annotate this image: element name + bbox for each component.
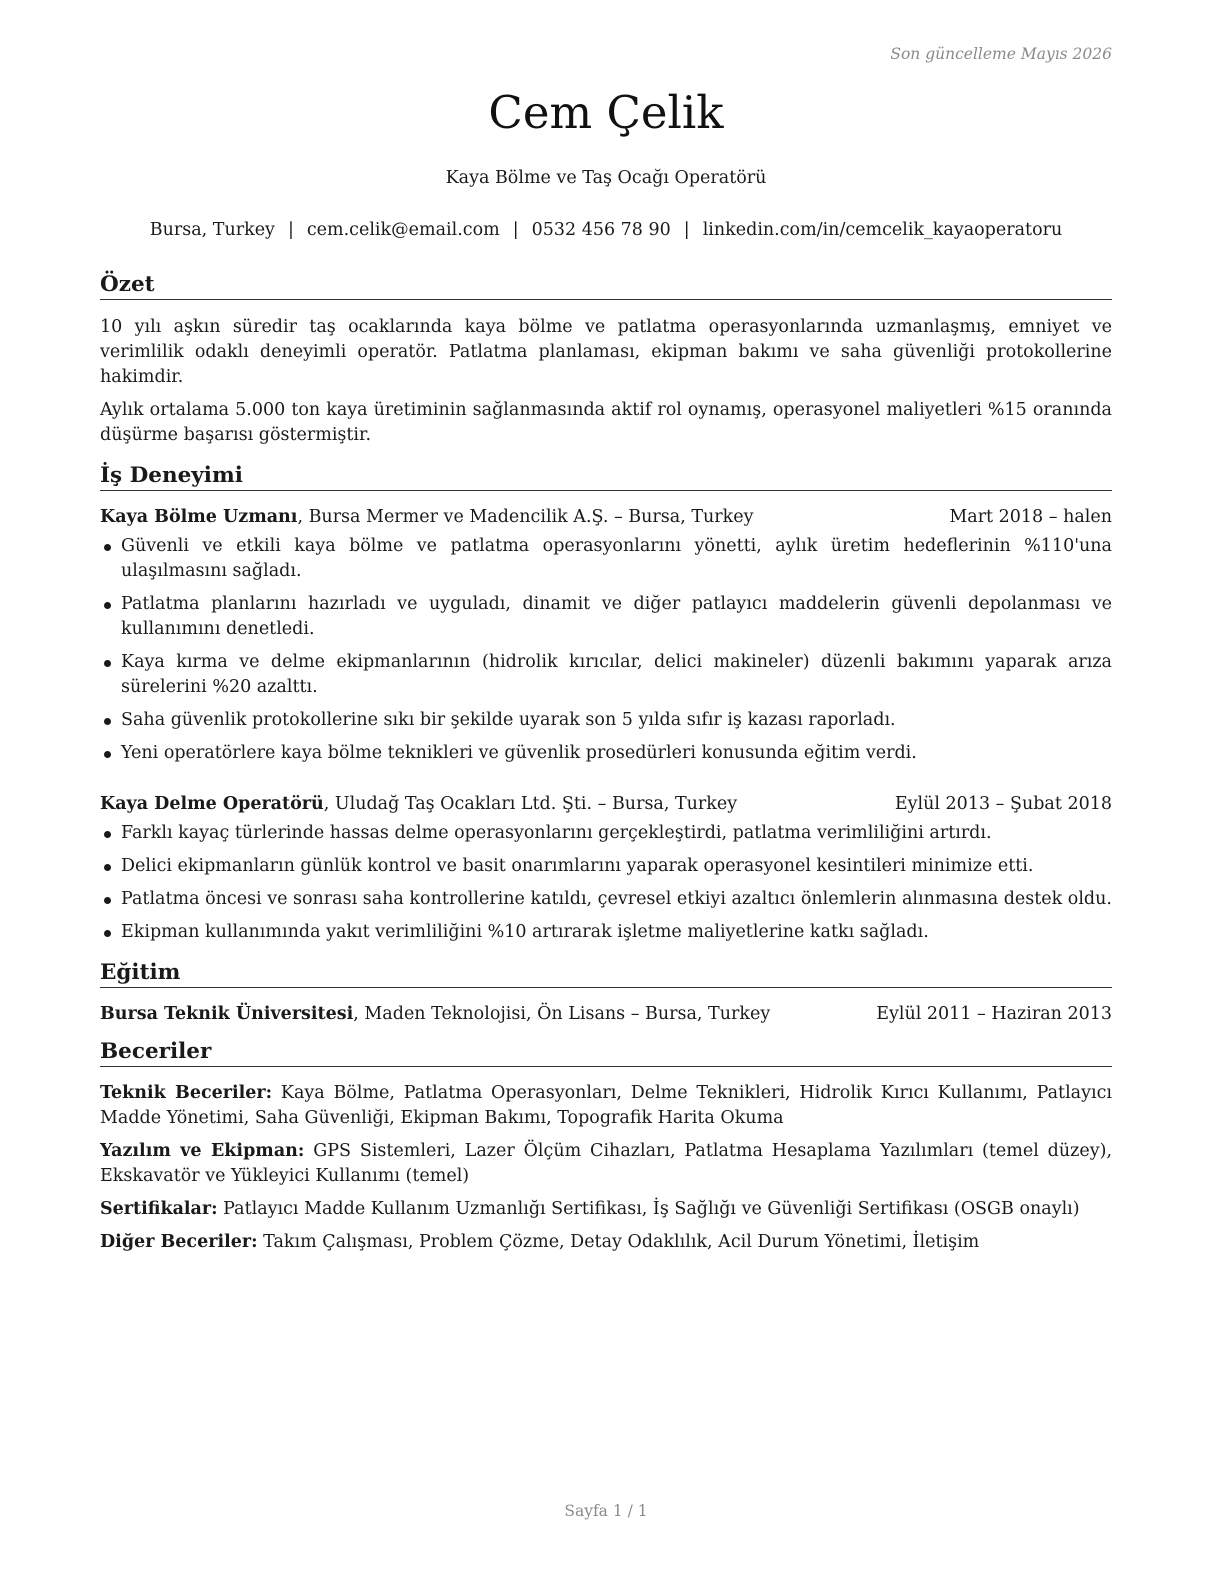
experience-heading: İş Deneyimi	[100, 461, 1112, 491]
skill-text: Takım Çalışması, Problem Çözme, Detay Odaklılık, Acil Durum Yönetimi, İletişim	[257, 1232, 980, 1252]
skill-label: Yazılım ve Ekipman:	[100, 1141, 305, 1161]
job-company: , Bursa Mermer ve Madencilik A.Ş. – Bursa, Turkey	[297, 507, 754, 527]
candidate-name: Cem Çelik	[488, 86, 724, 139]
skill-line	[100, 1197, 1112, 1222]
education-dates: Eylül 2011 – Haziran 2013	[876, 1004, 1112, 1024]
contact-separator: |	[683, 220, 690, 240]
resume-page	[100, 0, 1112, 1584]
job-bullet: Kaya kırma ve delme ekipmanlarının (hidrolik kırıcılar, delici makineler) düzenli bakımını yaparak arıza sürelerini %20 azalttı.	[100, 650, 1112, 700]
job-company: , Uludağ Taş Ocakları Ltd. Şti. – Bursa, Turkey	[323, 794, 738, 814]
skill-label: Diğer Beceriler:	[100, 1232, 258, 1252]
summary-paragraph: Aylık ortalama 5.000 ton kaya üretiminin sağlanmasında aktif rol oynamış, operasyonel maliyetleri %15 oranında düşürme başarısı göstermiştir.	[100, 400, 1112, 445]
skills-list	[100, 1081, 1112, 1255]
contact-email[interactable]: cem.celik@email.com	[306, 220, 500, 240]
last-updated: Son güncelleme Mayıs 2026	[890, 45, 1112, 63]
job-bullet: Delici ekipmanların günlük kontrol ve basit onarımlarını yaparak operasyonel kesintileri minimize etti.	[100, 854, 1112, 879]
skill-label: Teknik Beceriler:	[100, 1083, 273, 1103]
job-title: Kaya Bölme ve Taş Ocağı Operatörü	[445, 168, 767, 188]
job-bullets	[100, 534, 1112, 766]
resume-content	[100, 270, 1112, 1263]
job-bullet: Patlatma planlarını hazırladı ve uyguladı, dinamit ve diğer patlayıcı maddelerin güvenli depolanması ve kullanımını denetledi.	[100, 592, 1112, 642]
skill-text: GPS Sistemleri, Lazer Ölçüm Cihazları, Patlatma Hesaplama Yazılımları (temel düzey), Ekskavatör ve Yükleyici Kullanımı (temel)	[100, 1141, 1113, 1186]
contact-linkedin[interactable]: linkedin.com/in/cemcelik_kayaoperatoru	[702, 220, 1063, 240]
education-section	[100, 958, 1112, 1027]
education-detail: , Maden Teknolojisi, Ön Lisans – Bursa, Turkey	[353, 1004, 771, 1024]
contact-line	[100, 220, 1112, 240]
job-dates: Mart 2018 – halen	[949, 507, 1112, 527]
contact-separator: |	[287, 220, 294, 240]
job-role: Kaya Bölme Uzmanı	[100, 507, 298, 527]
skill-label: Sertifikalar:	[100, 1199, 218, 1219]
contact-separator: |	[512, 220, 519, 240]
skill-line	[100, 1230, 1112, 1255]
job-role: Kaya Delme Operatörü	[100, 794, 324, 814]
job-header	[100, 792, 1112, 817]
experience-section	[100, 461, 1112, 945]
job-bullet: Patlatma öncesi ve sonrası saha kontrollerine katıldı, çevresel etkiyi azaltıcı önlemlerin alınmasına destek oldu.	[100, 887, 1112, 912]
skills-section	[100, 1037, 1112, 1255]
job-entry	[100, 505, 1112, 766]
skills-heading: Beceriler	[100, 1037, 1112, 1067]
skill-text: Kaya Bölme, Patlatma Operasyonları, Delme Teknikleri, Hidrolik Kırıcı Kullanımı, Patlayıcı Madde Yönetimi, Saha Güvenliği, Ekipman Bakımı, Topografik Harita Okuma	[100, 1083, 1112, 1128]
job-bullet: Saha güvenlik protokollerine sıkı bir şekilde uyarak son 5 yılda sıfır iş kazası raporladı.	[100, 708, 1112, 733]
job-entry	[100, 792, 1112, 945]
contact-phone: 0532 456 78 90	[531, 220, 671, 240]
education-entry	[100, 1002, 1112, 1027]
contact-location: Bursa, Turkey	[149, 220, 275, 240]
summary-paragraph: 10 yılı aşkın süredir taş ocaklarında kaya bölme ve patlatma operasyonlarında uzmanlaşmış, emniyet ve verimlilik odaklı deneyimli operatör. Patlatma planlaması, ekipman bakımı ve saha güvenliği protokollerine hakimdir.	[100, 317, 1112, 387]
job-bullet: Güvenli ve etkili kaya bölme ve patlatma operasyonlarını yönetti, aylık üretim hedeflerinin %110'una ulaşılmasını sağladı.	[100, 534, 1112, 584]
skill-line	[100, 1081, 1112, 1131]
page-number: Sayfa 1 / 1	[564, 1502, 648, 1520]
education-school: Bursa Teknik Üniversitesi	[100, 1004, 354, 1024]
job-header	[100, 505, 1112, 530]
summary-section	[100, 270, 1112, 448]
job-bullets	[100, 821, 1112, 945]
job-bullet: Farklı kayaç türlerinde hassas delme operasyonlarını gerçekleştirdi, patlatma verimliliğini artırdı.	[100, 821, 1112, 846]
job-dates: Eylül 2013 – Şubat 2018	[894, 794, 1112, 814]
job-bullet: Yeni operatörlere kaya bölme teknikleri ve güvenlik prosedürleri konusunda eğitim verdi.	[100, 741, 1112, 766]
skill-text: Patlayıcı Madde Kullanım Uzmanlığı Sertifikası, İş Sağlığı ve Güvenliği Sertifikası (OSGB onaylı)	[217, 1199, 1080, 1219]
education-heading: Eğitim	[100, 958, 1112, 988]
skill-line	[100, 1139, 1112, 1189]
summary-heading: Özet	[100, 270, 1112, 300]
job-bullet: Ekipman kullanımında yakıt verimliliğini %10 artırarak işletme maliyetlerine katkı sağladı.	[100, 920, 1112, 945]
